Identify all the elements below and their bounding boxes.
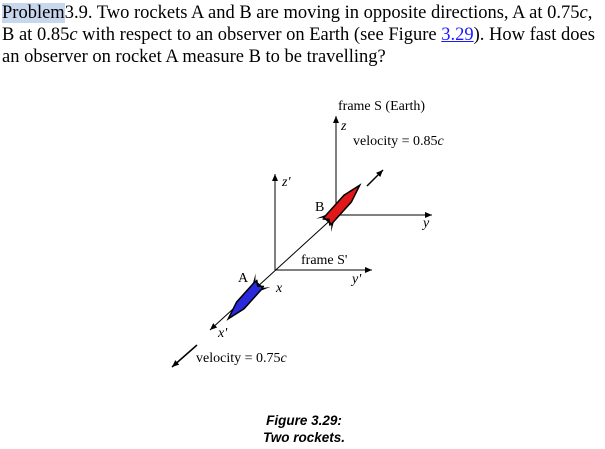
- problem-label: Problem: [2, 3, 65, 23]
- problem-number: 3.9.: [64, 3, 93, 23]
- figure-link[interactable]: 3.29: [441, 25, 474, 45]
- rocket-a-body: [225, 281, 263, 322]
- problem-text-3: with respect to an observer on Earth (see Figure: [77, 25, 442, 45]
- axis-y-prime-label: y': [352, 272, 362, 287]
- axis-z-prime-label: z': [282, 175, 291, 190]
- axis-x-prime-label: x': [218, 326, 228, 341]
- velocity-a-arrow: [172, 345, 197, 367]
- figure-caption: [230, 412, 378, 446]
- speed-of-light-symbol: c: [69, 25, 78, 45]
- caption-text: Two rockets.: [262, 430, 346, 445]
- speed-of-light-symbol: c: [579, 3, 588, 23]
- frame-s-label: frame S (Earth): [338, 99, 426, 114]
- axis-z-label: z: [341, 119, 347, 134]
- rocket-a-label: A: [238, 271, 249, 286]
- problem-text-4: ). How fast does an observer on rocket A measure B to be travelling?: [2, 25, 595, 67]
- axis-x-label: x: [276, 281, 283, 296]
- velocity-b-arrow: [367, 170, 383, 186]
- problem-text-2: , B at 0.85: [2, 3, 593, 45]
- caption-title: Figure 3.29:: [266, 413, 342, 428]
- velocity-a-label: velocity = 0.75c: [196, 351, 287, 366]
- frame-s-x-axis: [210, 215, 336, 330]
- problem-text-1: Two rockets A and B are moving in opposite directions, A at 0.75: [92, 3, 580, 23]
- rocket-b-label: B: [315, 200, 325, 215]
- velocity-b-label: velocity = 0.85c: [353, 134, 444, 149]
- frame-s-prime-label: frame S': [301, 253, 348, 268]
- rocket-b-body: [324, 182, 364, 224]
- axis-y-label: y: [423, 216, 430, 231]
